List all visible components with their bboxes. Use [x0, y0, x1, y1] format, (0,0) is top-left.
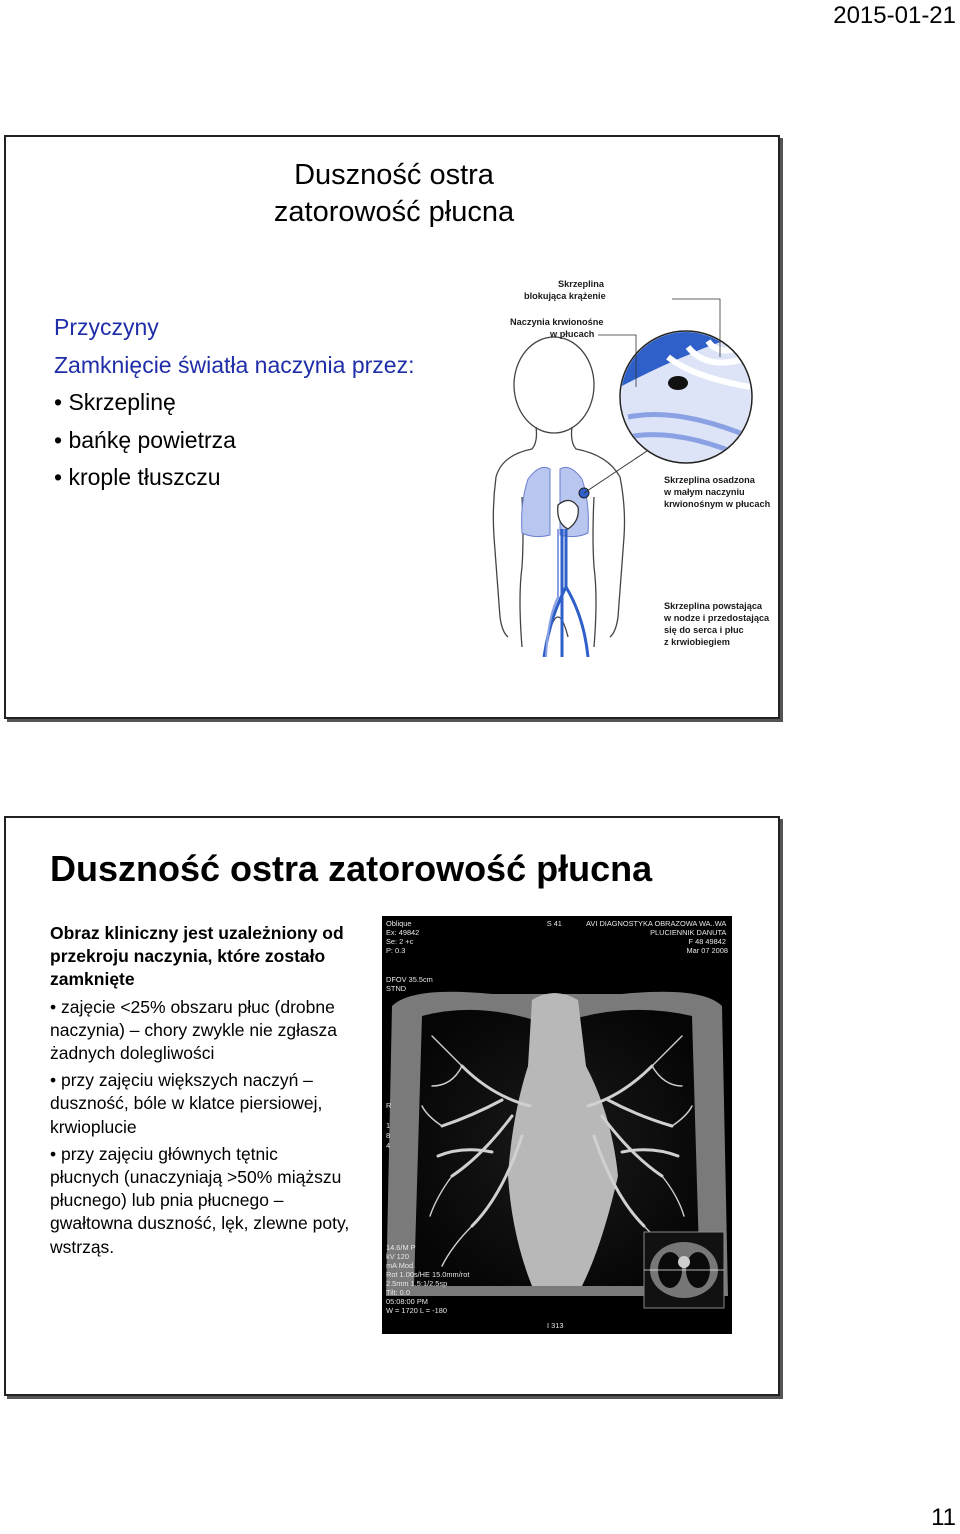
artery-line — [546, 529, 558, 657]
leg-veins — [544, 529, 588, 657]
causes-intro: Zamknięcie światła naczynia przez: — [54, 351, 415, 378]
ct-overlay-bottom-left: 14.6/M P kV 120 mA Mod. Rot 1.00s/HE 15.0mm/rot 2.5mm 1.5:1/2.5sp Tilt: 0.0 05:08:00 PM W = 1720 L = -180 — [386, 1243, 470, 1315]
slide-1-title — [6, 157, 782, 231]
causes-heading: Przyczyny — [54, 314, 159, 340]
cause-item: • bańkę powietrza — [54, 422, 414, 460]
ct-overlay-top-left: Oblique Ex: 49842 Se: 2 +c P: 0.3 DFOV 35.5cm STND — [386, 919, 433, 993]
cause-item: • krople tłuszczu — [54, 459, 414, 497]
slide-2-title: Duszność ostra zatorowość płucna — [50, 848, 653, 889]
clinical-bullet: • zajęcie <25% obszaru płuc (drobne naczynia) – chory zwykle nie zgłasza żadnych dolegliwości — [50, 996, 350, 1066]
embolism-diagram — [488, 237, 778, 657]
label-clot-origin: Skrzeplina powstająca w nodze i przedostająca się do serca i płuc z krwiobiegiem — [664, 601, 770, 647]
clinical-bullet: • przy zajęciu większych naczyń – duszność, bóle w klatce piersiowej, krwioplucie — [50, 1069, 350, 1139]
ct-overlay-top-right: S 41 AVI DIAGNOSTYKA OBRAZOWA WA..WA PLUCIENNIK DANUTA F 48 49842 Mar 07 2008 — [546, 919, 728, 955]
label-clot-blocking: Skrzeplina blokująca krążenie — [524, 279, 606, 301]
ct-scan-image — [382, 916, 732, 1334]
slide-1-title-line-2: zatorowość płucna — [273, 196, 515, 228]
cause-item: • Skrzeplinę — [54, 384, 414, 422]
clinical-intro: Obraz kliniczny jest uzależniony od przekroju naczynia, które zostało zamknięte — [50, 923, 344, 990]
callout-line — [584, 449, 650, 493]
ct-scan-graphic — [382, 916, 732, 1334]
slide-2 — [4, 816, 780, 1396]
slide-1-title-line-1: Duszność ostra — [294, 159, 494, 191]
ct-overlay-left-markers: R 1 8 4 — [386, 1101, 392, 1150]
causes-list — [54, 309, 414, 497]
label-clot-lodged: Skrzeplina osadzona w małym naczyniu krwionośnym w płucach — [664, 475, 771, 509]
slide-1 — [4, 135, 780, 719]
left-lung-shape — [522, 467, 550, 536]
header-date: 2015-01-21 — [833, 2, 956, 29]
label-vessels: Naczynia krwionośne w płucach — [510, 317, 604, 339]
page-number: 11 — [931, 1504, 956, 1531]
clinical-picture-text — [50, 922, 350, 1263]
clinical-bullet: • przy zajęciu głównych tętnic płucnych (unaczyniają >50% miąższu płucnego) lub pnia płucnego – gwałtowna duszność, lęk, zlewne poty, wstrząs. — [50, 1143, 350, 1259]
ct-overlay-bottom-center: I 313 — [547, 1321, 564, 1330]
